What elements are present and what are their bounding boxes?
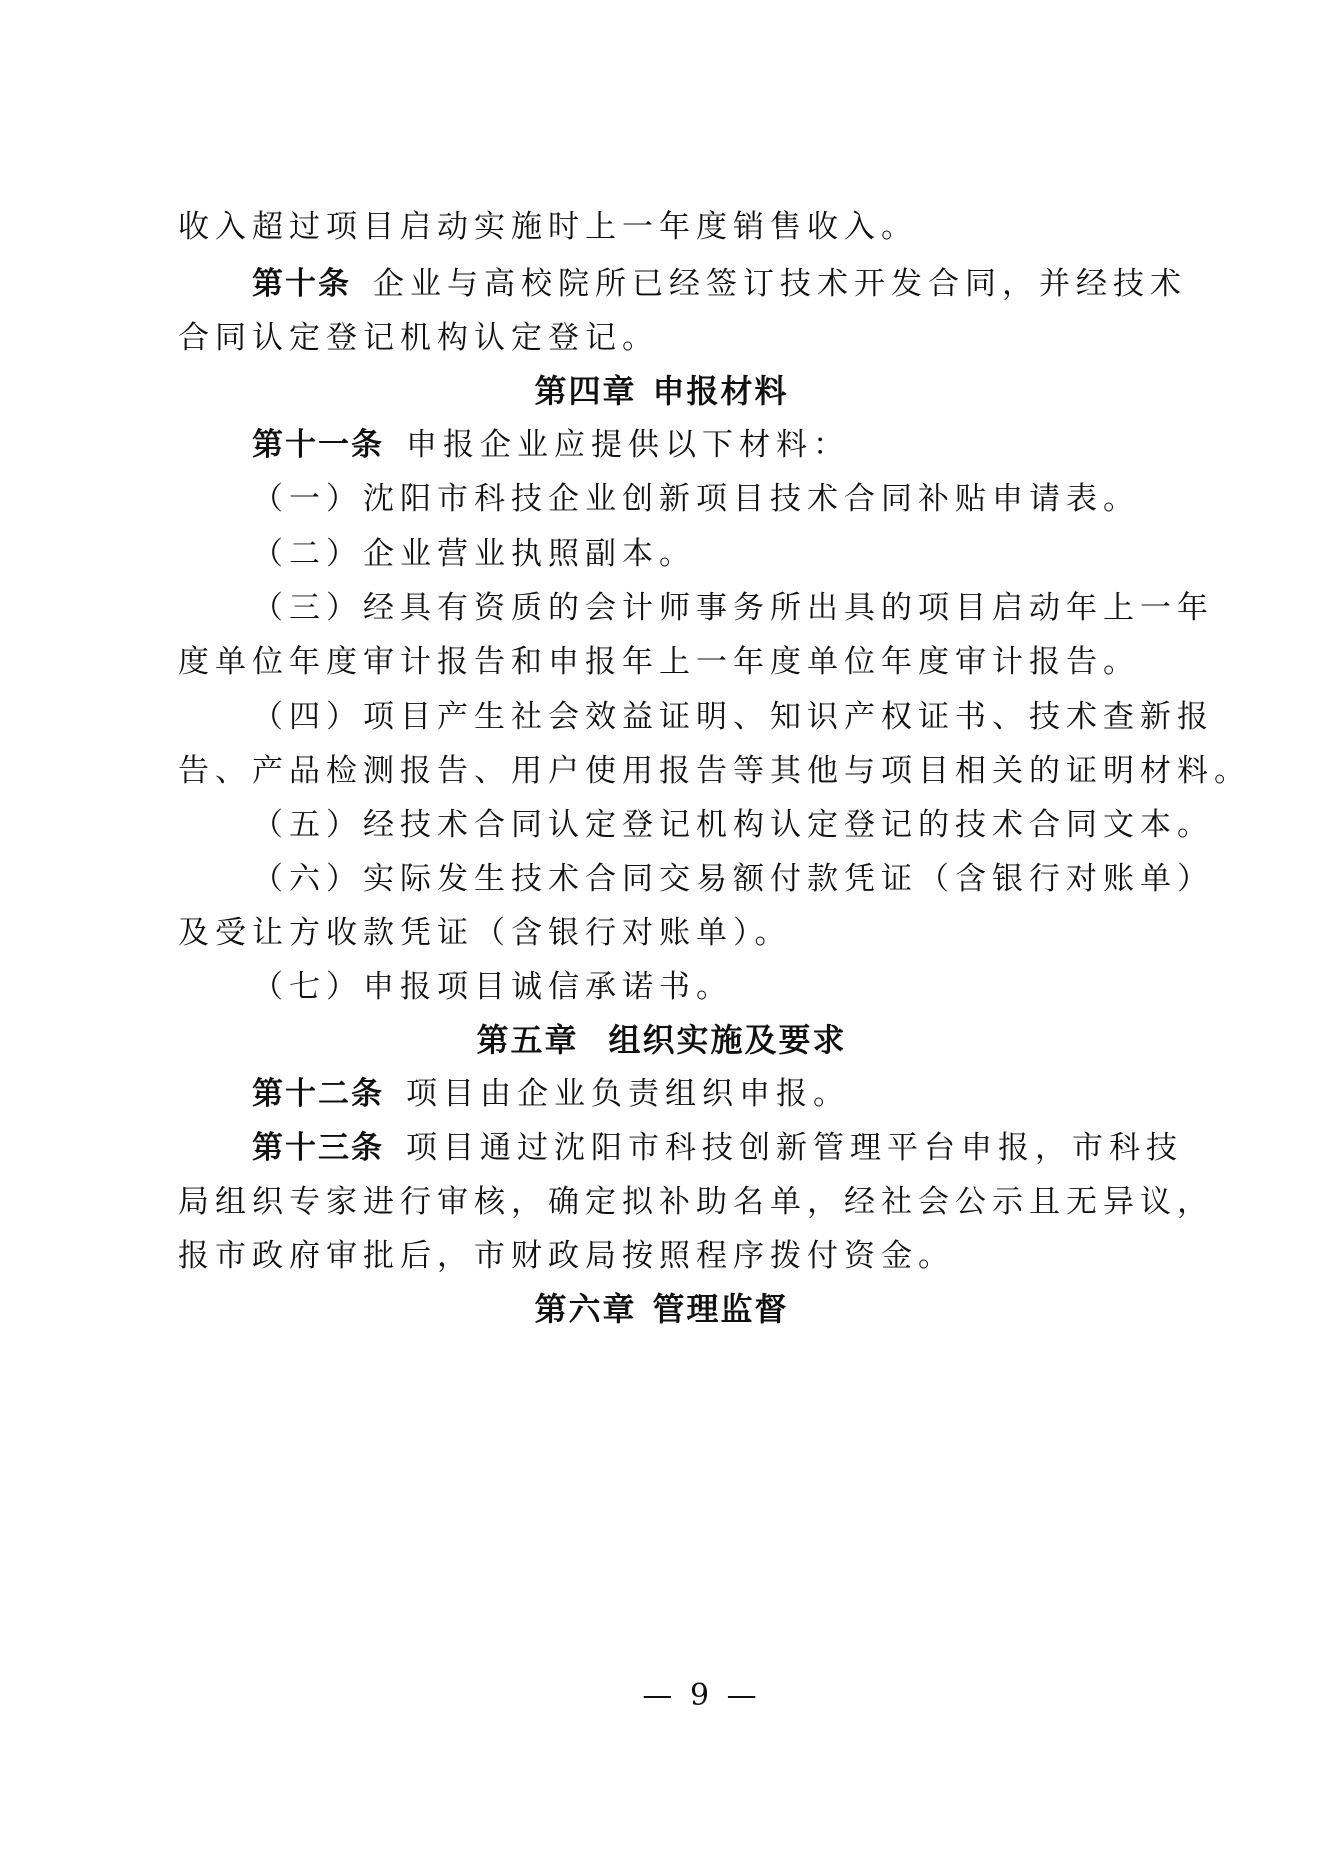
article-title: 第十三条 [252, 1130, 384, 1166]
list-item: （四）项目产生社会效益证明、知识产权证书、技术查新报 [252, 699, 1214, 735]
article-12 [252, 1074, 1232, 1114]
list-item: （三）经具有资质的会计师事务所出具的项目启动年上一年 [252, 590, 1214, 626]
paragraph-line: 收入超过项目启动实施时上一年度销售收入。 [178, 209, 918, 245]
chapter-number: 第六章 [534, 1290, 637, 1328]
article-text: 项目通过沈阳市科技创新管理平台申报，市科技 [406, 1130, 1183, 1166]
chapter-title: 组织实施及要求 [608, 1021, 847, 1059]
paragraph-line: 告、产品检测报告、用户使用报告等其他与项目相关的证明材料。 [178, 753, 1251, 789]
chapter-title: 管理监督 [652, 1290, 789, 1328]
article-text: 项目由企业负责组织申报。 [406, 1076, 850, 1112]
paragraph-line: 合同认定登记机构认定登记。 [178, 320, 659, 356]
article-title: 第十一条 [252, 427, 384, 463]
article-text: 申报企业应提供以下材料： [406, 427, 850, 463]
article-title: 第十条 [252, 266, 351, 302]
paragraph-line: 及受让方收款凭证（含银行对账单）。 [178, 915, 792, 951]
article-title: 第十二条 [252, 1076, 384, 1112]
chapter-number: 第五章 [476, 1021, 579, 1059]
list-item: （六）实际发生技术合同交易额付款凭证（含银行对账单） [252, 861, 1214, 897]
paragraph-line: 度单位年度审计报告和申报年上一年度单位年度审计报告。 [178, 644, 1140, 680]
list-item: （五）经技术合同认定登记机构认定登记的技术合同文本。 [252, 807, 1214, 843]
paragraph-line: 报市政府审批后，市财政局按照程序拨付资金。 [178, 1238, 955, 1274]
article-13 [252, 1128, 1232, 1168]
article-10 [252, 264, 1232, 304]
chapter-heading [0, 1020, 1323, 1060]
chapter-heading [0, 1289, 1323, 1329]
chapter-title: 申报材料 [652, 372, 789, 410]
list-item: （二）企业营业执照副本。 [252, 536, 696, 572]
chapter-heading [0, 371, 1323, 411]
article-11 [252, 425, 1232, 465]
chapter-number: 第四章 [534, 372, 637, 410]
list-item: （七）申报项目诚信承诺书。 [252, 969, 733, 1005]
article-text: 企业与高校院所已经签订技术开发合同，并经技术 [373, 266, 1187, 302]
paragraph-line: 局组织专家进行审核，确定拟补助名单，经社会公示且无异议， [178, 1184, 1214, 1220]
list-item: （一）沈阳市科技企业创新项目技术合同补贴申请表。 [252, 481, 1140, 517]
page-number: — 9 — [642, 1678, 761, 1713]
